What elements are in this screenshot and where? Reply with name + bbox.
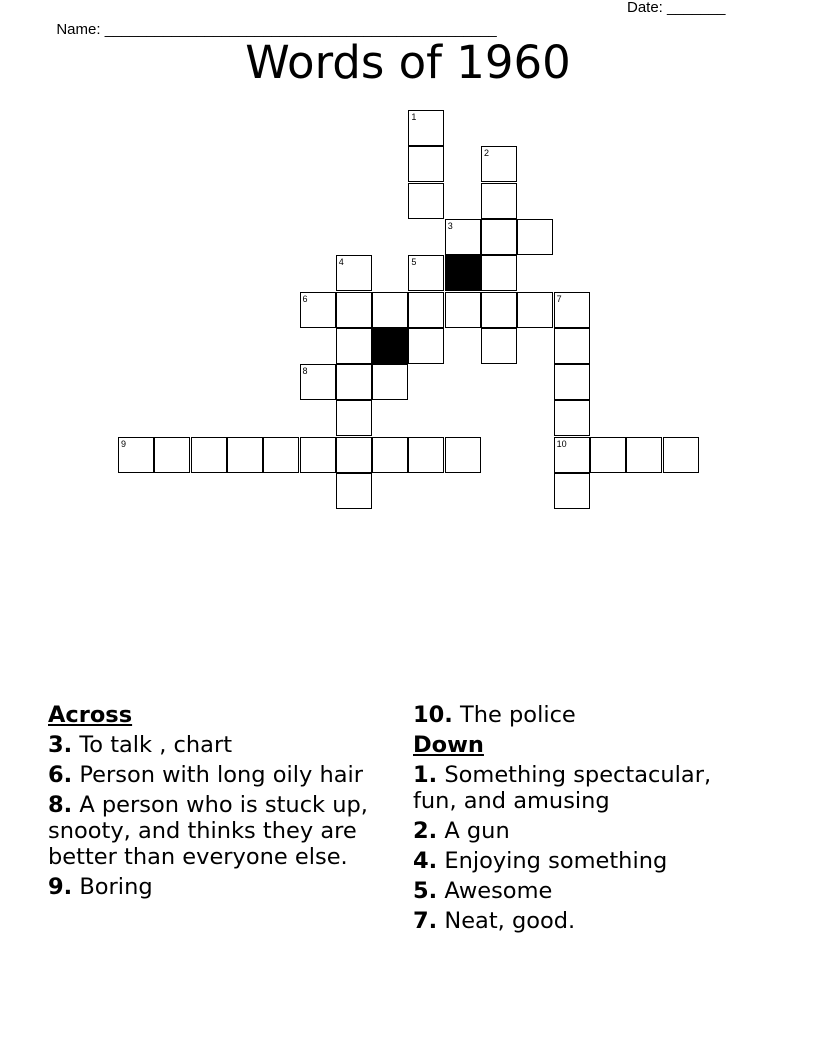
clue-number-label: 2 <box>484 148 490 159</box>
clue-down-2 <box>413 818 753 844</box>
grid-cell[interactable] <box>517 219 553 255</box>
clue-text: Something spectacular, fun, and amusing <box>413 762 712 814</box>
grid-cell[interactable] <box>118 437 154 473</box>
grid-cell[interactable] <box>408 328 444 364</box>
clue-across-6 <box>48 762 378 788</box>
grid-cell[interactable] <box>372 364 408 400</box>
grid-cell[interactable] <box>554 400 590 436</box>
clue-text: Enjoying something <box>444 848 668 874</box>
clue-number-label: 4 <box>338 257 344 268</box>
grid-cell[interactable] <box>300 437 336 473</box>
clue-number: 7. <box>413 908 438 934</box>
clues-right-column <box>413 702 753 938</box>
clue-across-3 <box>48 732 378 758</box>
clue-down-1 <box>413 762 753 814</box>
clue-across-9 <box>48 874 378 900</box>
clue-text: A gun <box>444 818 510 844</box>
worksheet-header <box>48 0 748 38</box>
grid-cell[interactable] <box>554 473 590 509</box>
clue-across-10 <box>413 702 753 728</box>
grid-cell[interactable] <box>372 437 408 473</box>
grid-cell[interactable] <box>336 255 372 291</box>
grid-cell[interactable] <box>336 400 372 436</box>
grid-cell[interactable] <box>481 183 517 219</box>
clue-number-label: 10 <box>556 438 567 449</box>
grid-cell[interactable] <box>517 292 553 328</box>
clue-number-label: 9 <box>121 438 127 449</box>
clue-number: 6. <box>48 762 73 788</box>
black-cell <box>372 328 408 364</box>
grid-cell[interactable] <box>336 473 372 509</box>
grid-cell[interactable] <box>300 292 336 328</box>
grid-cell[interactable] <box>336 437 372 473</box>
grid-cell[interactable] <box>445 292 481 328</box>
clue-text: To talk , chart <box>79 732 233 758</box>
clue-number: 9. <box>48 874 73 900</box>
grid-cell[interactable] <box>626 437 662 473</box>
clue-number: 5. <box>413 878 438 904</box>
grid-cell[interactable] <box>408 110 444 146</box>
clue-number-label: 6 <box>302 293 308 304</box>
clue-number-label: 5 <box>411 257 417 268</box>
clue-text: Neat, good. <box>444 908 576 934</box>
grid-cell[interactable] <box>408 255 444 291</box>
grid-cell[interactable] <box>336 328 372 364</box>
clues-left-column <box>48 702 378 904</box>
clue-number: 4. <box>413 848 438 874</box>
down-heading: Down <box>413 732 484 758</box>
grid-cell[interactable] <box>590 437 626 473</box>
grid-cell[interactable] <box>481 255 517 291</box>
clue-number: 10. <box>413 702 453 728</box>
clue-number-label: 8 <box>302 366 308 377</box>
grid-cell[interactable] <box>481 292 517 328</box>
clue-down-5 <box>413 878 753 904</box>
page-title: Words of 1960 <box>245 36 571 89</box>
clue-down-4 <box>413 848 753 874</box>
clue-number: 2. <box>413 818 438 844</box>
clue-text: The police <box>460 702 576 728</box>
grid-cell[interactable] <box>445 437 481 473</box>
grid-cell[interactable] <box>481 219 517 255</box>
grid-cell[interactable] <box>154 437 190 473</box>
clue-text: Person with long oily hair <box>79 762 364 788</box>
grid-cell[interactable] <box>300 364 336 400</box>
clue-number: 1. <box>413 762 438 788</box>
black-cell <box>445 255 481 291</box>
grid-cell[interactable] <box>372 292 408 328</box>
grid-cell[interactable] <box>263 437 299 473</box>
clue-number-label: 3 <box>447 220 453 231</box>
across-heading: Across <box>48 702 133 728</box>
grid-cell[interactable] <box>481 146 517 182</box>
name-field[interactable]: Name: _______________________________________________ <box>56 21 497 38</box>
clue-text: Awesome <box>444 878 553 904</box>
clue-number-label: 1 <box>411 112 417 122</box>
grid-cell[interactable] <box>408 183 444 219</box>
grid-cell[interactable] <box>336 364 372 400</box>
clue-text: A person who is stuck up, snooty, and thinks they are better than everyone else. <box>48 792 368 870</box>
clue-text: Boring <box>79 874 153 900</box>
clue-number: 3. <box>48 732 73 758</box>
grid-cell[interactable] <box>336 292 372 328</box>
clue-across-8 <box>48 792 378 870</box>
grid-cell[interactable] <box>554 437 590 473</box>
grid-cell[interactable] <box>663 437 699 473</box>
grid-cell[interactable] <box>445 219 481 255</box>
grid-cell[interactable] <box>481 328 517 364</box>
grid-cell[interactable] <box>408 146 444 182</box>
grid-cell[interactable] <box>191 437 227 473</box>
clue-number: 8. <box>48 792 73 818</box>
grid-cell[interactable] <box>408 437 444 473</box>
crossword-grid <box>118 110 700 512</box>
grid-cell[interactable] <box>554 328 590 364</box>
clue-down-7 <box>413 908 753 934</box>
grid-cell[interactable] <box>227 437 263 473</box>
grid-cell[interactable] <box>554 292 590 328</box>
grid-cell[interactable] <box>554 364 590 400</box>
date-field[interactable]: Date: _______ <box>627 0 726 16</box>
clue-number-label: 7 <box>556 293 562 304</box>
grid-cell[interactable] <box>408 292 444 328</box>
